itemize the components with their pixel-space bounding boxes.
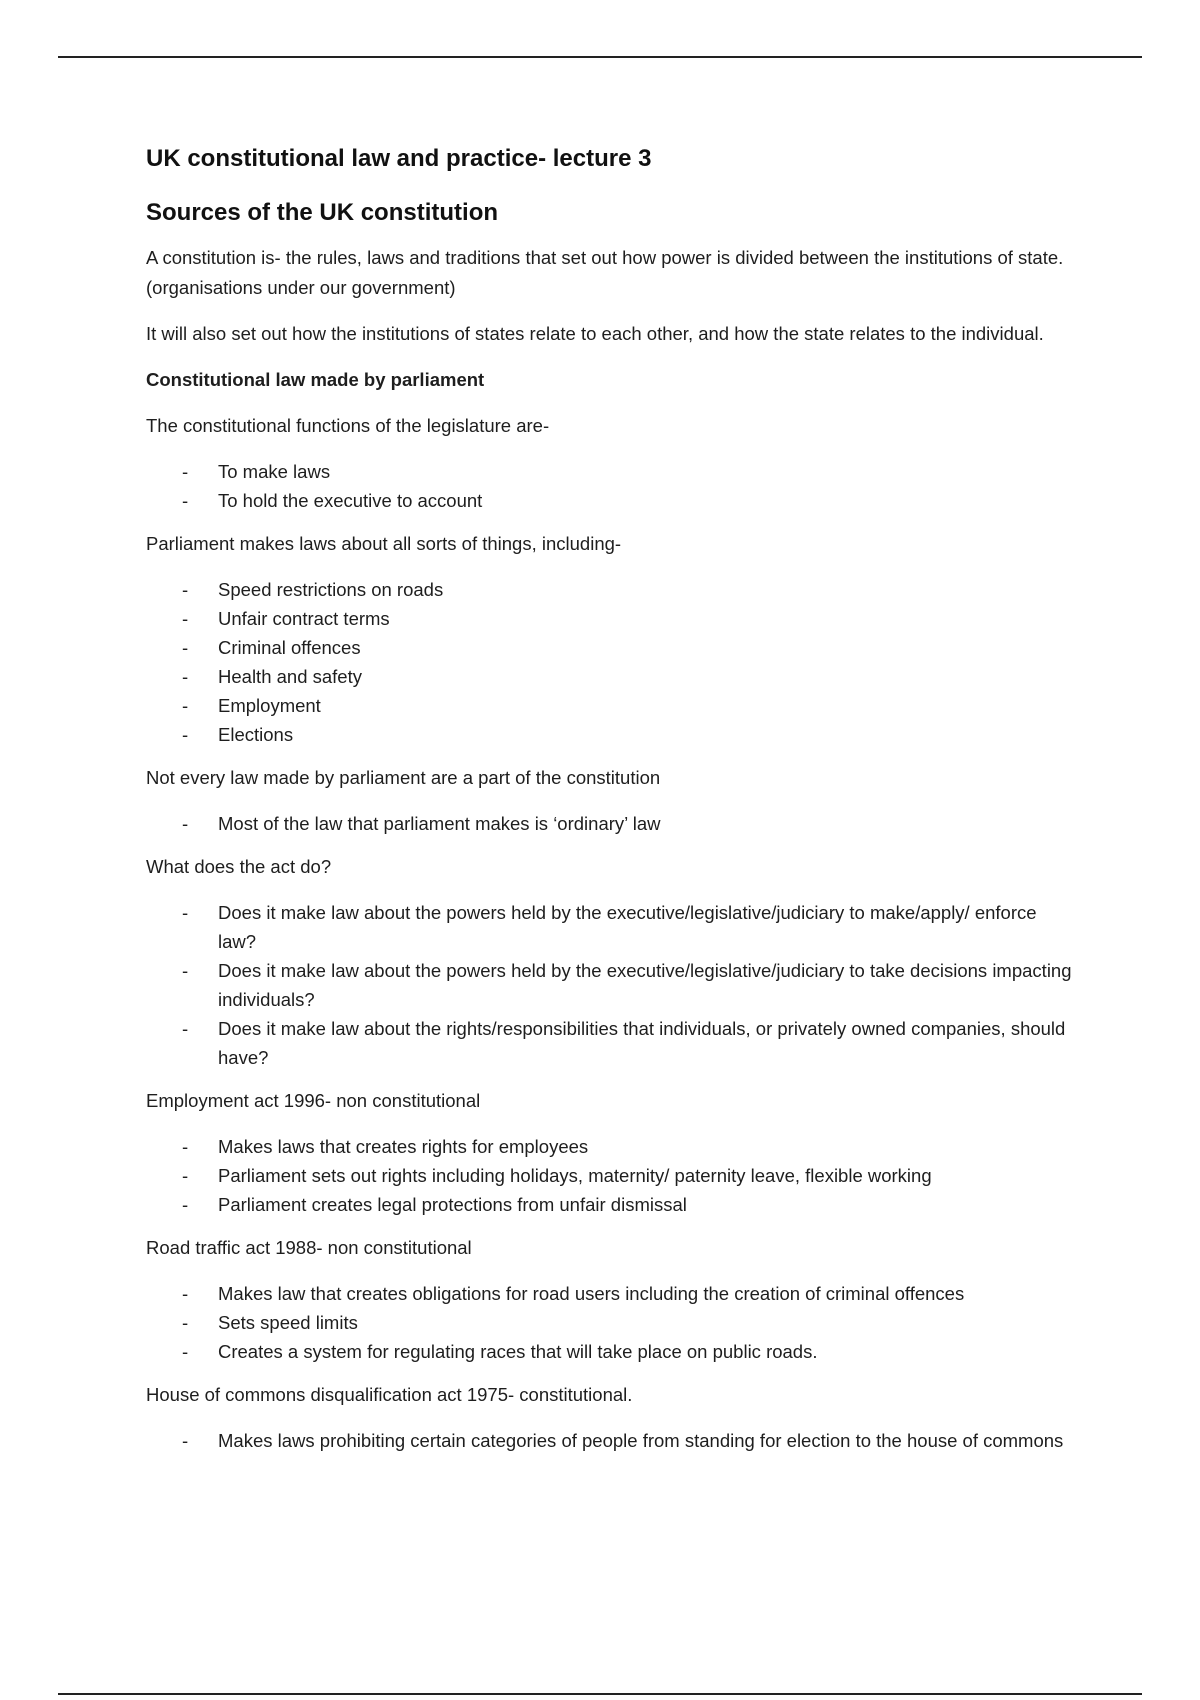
- list-item: - Criminal offences: [146, 633, 1076, 662]
- list-item: - Elections: [146, 720, 1076, 749]
- road-traffic-act-paragraph: Road traffic act 1988- non constitutional: [146, 1237, 472, 1258]
- hoc-list: [146, 1426, 1076, 1455]
- questions-list: [146, 898, 1076, 1072]
- list-item: - Unfair contract terms: [146, 604, 1076, 633]
- list-item: - Health and safety: [146, 662, 1076, 691]
- ordinary-list: [146, 809, 1076, 838]
- top-rule: [58, 56, 1142, 58]
- section-heading: Constitutional law made by parliament: [146, 369, 485, 390]
- list-item: - To make laws: [146, 457, 1076, 486]
- what-does-paragraph: What does the act do?: [146, 856, 332, 877]
- topics-list: [146, 575, 1076, 749]
- list-item: - Makes law that creates obligations for road users including the creation of criminal offences: [146, 1279, 1076, 1308]
- list-item: - Parliament creates legal protections from unfair dismissal: [146, 1190, 1076, 1219]
- list-item: - Makes laws prohibiting certain categories of people from standing for election to the house of commons: [146, 1426, 1076, 1455]
- functions-list: [146, 457, 1076, 515]
- relations-paragraph: It will also set out how the institutions of states relate to each other, and how the state relates to the individual.: [146, 323, 1044, 344]
- laws-intro: Parliament makes laws about all sorts of things, including-: [146, 533, 622, 554]
- list-item: - To hold the executive to account: [146, 486, 1076, 515]
- not-every-paragraph: Not every law made by parliament are a part of the constitution: [146, 767, 661, 788]
- list-item: - Speed restrictions on roads: [146, 575, 1076, 604]
- list-item: - Most of the law that parliament makes is ‘ordinary’ law: [146, 809, 1076, 838]
- functions-intro: The constitutional functions of the legislature are-: [146, 415, 550, 436]
- list-item: - Employment: [146, 691, 1076, 720]
- list-item: - Does it make law about the rights/responsibilities that individuals, or privately owned companies, should have?: [146, 1014, 1076, 1072]
- employment-act-paragraph: Employment act 1996- non constitutional: [146, 1090, 481, 1111]
- hoc-act-paragraph: House of commons disqualification act 1975- constitutional.: [146, 1384, 633, 1405]
- list-item: - Sets speed limits: [146, 1308, 1076, 1337]
- bottom-rule: [58, 1693, 1142, 1695]
- road-traffic-list: [146, 1279, 1076, 1366]
- document-title: UK constitutional law and practice- lecture 3: [146, 145, 652, 172]
- list-item: - Parliament sets out rights including holidays, maternity/ paternity leave, flexible working: [146, 1161, 1076, 1190]
- list-item: - Creates a system for regulating races that will take place on public roads.: [146, 1337, 1076, 1366]
- definition-paragraph: A constitution is- the rules, laws and traditions that set out how power is divided between the institutions of state. (organisations under our government): [146, 247, 1064, 298]
- list-item: - Makes laws that creates rights for employees: [146, 1132, 1076, 1161]
- document-body: [146, 143, 1076, 1469]
- employment-list: [146, 1132, 1076, 1219]
- list-item: - Does it make law about the powers held by the executive/legislative/judiciary to take decisions impacting individuals?: [146, 956, 1076, 1014]
- list-item: - Does it make law about the powers held by the executive/legislative/judiciary to make/apply/ enforce law?: [146, 898, 1076, 956]
- document-subtitle: Sources of the UK constitution: [146, 199, 499, 226]
